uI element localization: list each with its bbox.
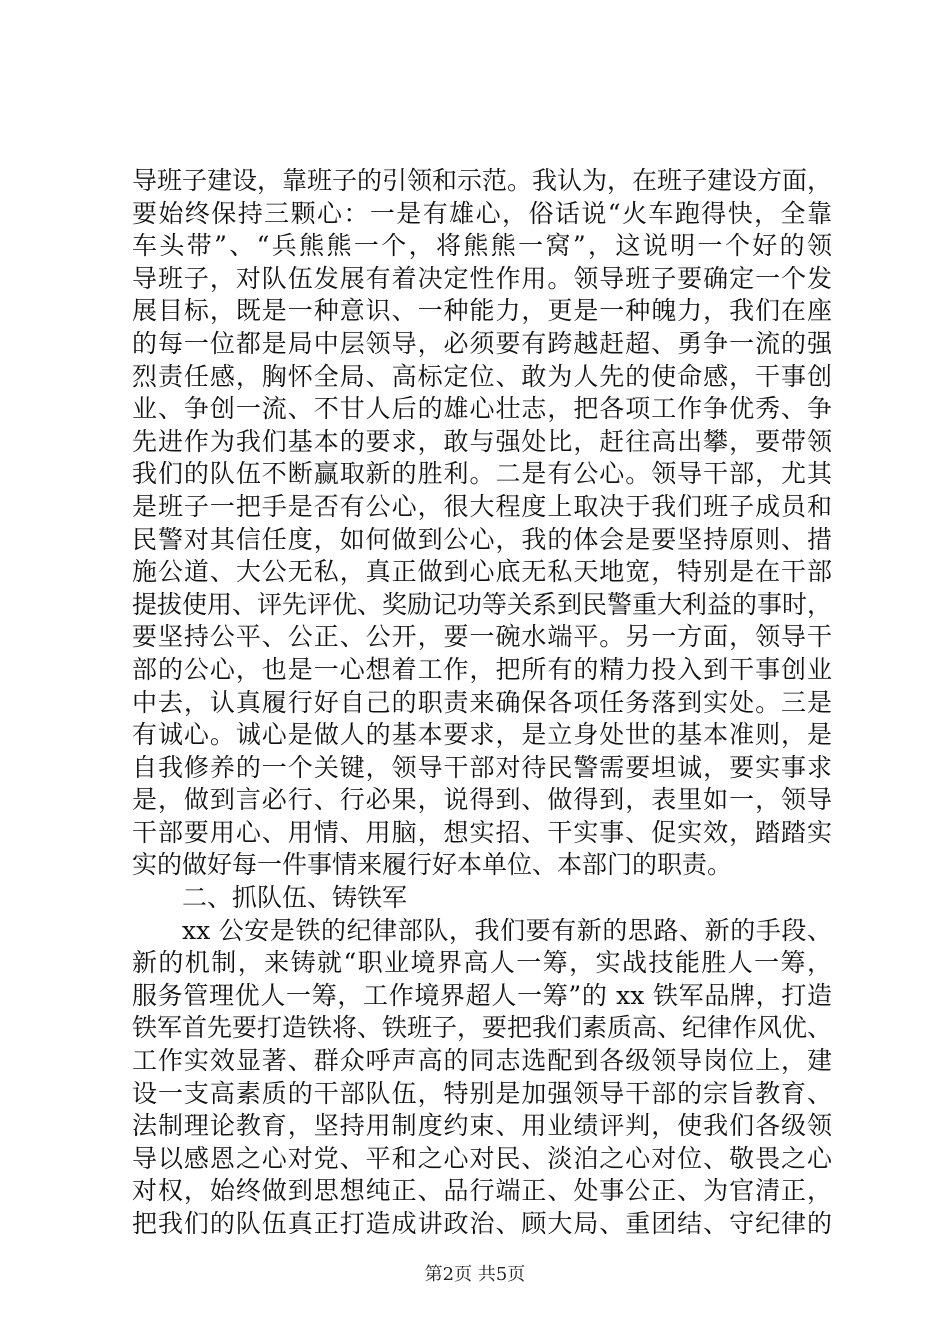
body-line: 部的公心，也是一心想着工作，把所有的精力投入到干事创业 — [132, 654, 832, 684]
body-line: 铁军首先要打造铁将、铁班子，要把我们素质高、纪律作风优、 — [132, 1013, 833, 1043]
body-line: 业、争创一流、不甘人后的雄心壮志，把各项工作争优秀、争 — [132, 394, 832, 424]
body-line: 要始终保持三颗心：一是有雄心，俗话说“火车跑得快，全靠 — [132, 198, 832, 228]
body-line: 提拔使用、评先评优、奖励记功等关系到民警重大利益的事时， — [132, 589, 833, 619]
body-line: 把我们的队伍真正打造成讲政治、顾大局、重团结、守纪律的 — [132, 1209, 832, 1238]
body-line: 自我修养的一个关键，领导干部对待民警需要坦诚，要实事求 — [132, 752, 832, 782]
page-number-footer: 第2页 共5页 — [424, 1264, 526, 1285]
body-line: 烈责任感，胸怀全局、高标定位、敢为人先的使命感，干事创 — [132, 361, 832, 391]
body-line-last: 实的做好每一件事情来履行好本单位、本部门的职责。 — [132, 850, 733, 880]
body-line: 对权，始终做到思想纯正、品行端正、处事公正、为官清正， — [132, 1176, 832, 1206]
body-line: 导班子，对队伍发展有着决定性作用。领导班子要确定一个发 — [132, 263, 832, 293]
body-line: 中去，认真履行好自己的职责来确保各项任务落到实处。三是 — [132, 687, 832, 717]
document-body — [132, 165, 832, 1241]
body-line: 是，做到言必行、行必果，说得到、做得到，表里如一，领导 — [132, 785, 832, 815]
body-line: 民警对其信任度，如何做到公心，我的体会是要坚持原则、措 — [132, 524, 832, 554]
body-line: 工作实效显著、群众呼声高的同志选配到各级领导岗位上，建 — [132, 1046, 832, 1076]
paragraph-first-line: xx 公安是铁的纪律部队，我们要有新的思路、新的手段、 — [182, 915, 832, 945]
body-line: 我们的队伍不断赢取新的胜利。二是有公心。领导干部，尤其 — [132, 459, 832, 489]
body-line: 的每一位都是局中层领导，必须要有跨越赶超、勇争一流的强 — [132, 328, 832, 358]
body-line: 车头带”、“兵熊熊一个，将熊熊一窝”，这说明一个好的领 — [132, 231, 832, 261]
body-line: 设一支高素质的干部队伍，特别是加强领导干部的宗旨教育、 — [132, 1078, 832, 1108]
body-line: 有诚心。诚心是做人的基本要求，是立身处世的基本准则，是 — [132, 720, 832, 750]
section-heading: 二、抓队伍、铸铁军 — [182, 883, 408, 913]
body-line: 要坚持公平、公正、公开，要一碗水端平。另一方面，领导干 — [132, 622, 832, 652]
body-line: 导班子建设，靠班子的引领和示范。我认为，在班子建设方面， — [132, 166, 833, 195]
body-line: 法制理论教育，坚持用制度约束、用业绩评判，使我们各级领 — [132, 1111, 832, 1141]
body-line: 服务管理优人一筹，工作境界超人一筹”的 xx 铁军品牌，打造 — [132, 980, 832, 1010]
body-line: 先进作为我们基本的要求，敢与强处比，赶往高出攀，要带领 — [132, 426, 832, 456]
body-line: 施公道、大公无私，真正做到心底无私天地宽，特别是在干部 — [132, 557, 832, 587]
body-line: 新的机制，来铸就“职业境界高人一筹，实战技能胜人一筹， — [132, 948, 832, 978]
body-line: 干部要用心、用情、用脑，想实招、干实事、促实效，踏踏实 — [132, 817, 832, 847]
body-line: 导以感恩之心对党、平和之心对民、淡泊之心对位、敬畏之心 — [132, 1143, 832, 1173]
body-line: 展目标，既是一种意识、一种能力，更是一种魄力，我们在座 — [132, 296, 832, 326]
body-line: 是班子一把手是否有公心，很大程度上取决于我们班子成员和 — [132, 491, 832, 521]
